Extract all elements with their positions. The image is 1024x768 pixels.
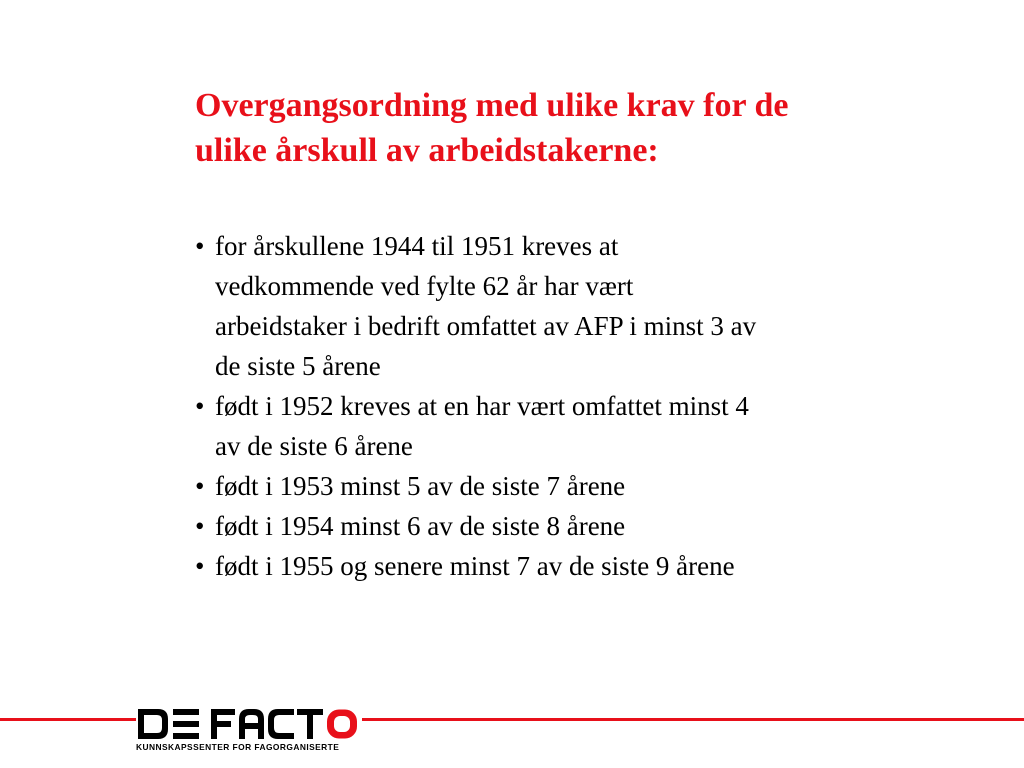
- bullet-icon: •: [195, 231, 205, 261]
- footer-divider-left: [0, 718, 136, 721]
- bullet-icon: •: [195, 471, 205, 501]
- bullet-item: [195, 386, 955, 466]
- bullet-icon: •: [195, 391, 205, 421]
- bullet-text-line: for årskullene 1944 til 1951 kreves at: [215, 231, 619, 261]
- bullet-item: [195, 506, 955, 546]
- bullet-text-line: født i 1953 minst 5 av de siste 7 årene: [215, 471, 626, 501]
- bullet-text-line: de siste 5 årene: [215, 351, 381, 381]
- bullet-text-line: av de siste 6 årene: [215, 431, 413, 461]
- bullet-text-line: født i 1955 og senere minst 7 av de siste 9 årene: [215, 551, 735, 581]
- bullet-icon: •: [195, 551, 205, 581]
- bullet-icon: •: [195, 511, 205, 541]
- bullet-item: [195, 546, 955, 586]
- bullet-text-line: født i 1954 minst 6 av de siste 8 årene: [215, 511, 626, 541]
- bullet-list: [195, 226, 955, 586]
- bullet-text-line: vedkommende ved fylte 62 år har vært: [215, 271, 634, 301]
- bullet-item: [195, 466, 955, 506]
- bullet-text-line: født i 1952 kreves at en har vært omfattet minst 4: [215, 391, 749, 421]
- slide-title: [195, 83, 935, 173]
- logo-tagline: KUNNSKAPSSENTER FOR FAGORGANISERTE: [136, 742, 340, 752]
- slide-title-line: Overgangsordning med ulike krav for de: [195, 87, 789, 124]
- slide-title-line: ulike årskull av arbeidstakerne:: [195, 132, 659, 169]
- bullet-text-line: arbeidstaker i bedrift omfattet av AFP i minst 3 av: [215, 311, 757, 341]
- bullet-item: [195, 226, 955, 386]
- footer-divider-right: [362, 718, 1024, 721]
